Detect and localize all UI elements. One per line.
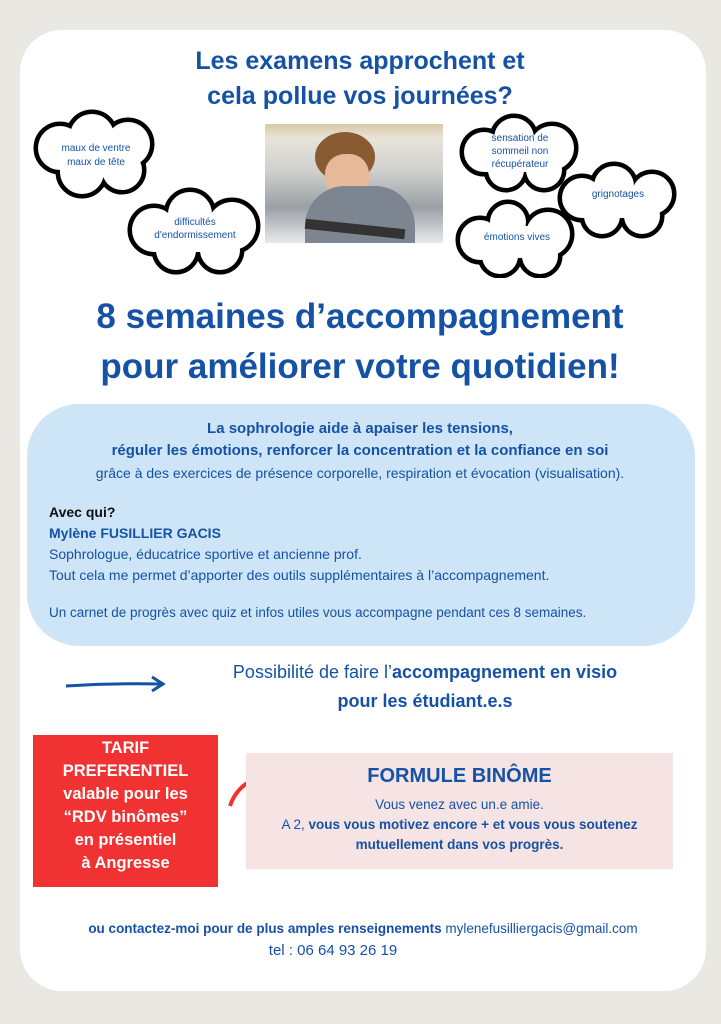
cloud-text: sensation de	[491, 133, 549, 144]
cloud-text: maux de tête	[67, 157, 125, 168]
info-bold-1: La sophrologie aide à apaiser les tensions,	[207, 420, 513, 437]
arrow-right-icon	[64, 674, 168, 694]
binome-prefix: A 2,	[281, 817, 309, 832]
info-line-3: grâce à des exercices de présence corporelle, respiration et évocation (visualisation).	[95, 465, 625, 481]
binome-bold: vous vous motivez encore + et vous vous soutenez	[308, 817, 638, 832]
headline	[30, 292, 690, 392]
binome-box	[246, 753, 673, 869]
headline-line-1: 8 semaines d’accompagnement	[96, 297, 624, 336]
visio-line-2: pour les étudiant.e.s	[337, 691, 513, 711]
cloud-text: sommeil non	[491, 146, 549, 157]
info-intro	[30, 418, 690, 462]
carnet-text: Un carnet de progrès avec quiz et infos utiles vous accompagne pendant ces 8 semaines.	[49, 605, 587, 620]
cloud-endormissement	[124, 186, 266, 276]
who-role: Sophrologue, éducatrice sportive et ancienne prof.	[49, 546, 362, 562]
tarif-line: PREFERENTIEL	[62, 762, 189, 780]
headline-line-2: pour améliorer votre quotidien!	[100, 347, 620, 386]
cloud-text: récupérateur	[491, 159, 549, 170]
student-photo	[265, 124, 443, 243]
header-title	[60, 44, 660, 114]
cloud-text: difficultés	[174, 217, 216, 228]
binome-line-1: Vous venez avec un.e amie.	[375, 797, 544, 812]
who-name: Mylène FUSILLIER GACIS	[49, 525, 221, 541]
contact	[30, 919, 696, 961]
tarif-box	[33, 735, 218, 887]
cloud-text: maux de ventre	[61, 143, 131, 154]
header-line-2: cela pollue vos journées?	[207, 82, 513, 110]
cloud-text: grignotages	[591, 189, 645, 200]
visio-bold: accompagnement en visio	[392, 662, 618, 682]
binome-title: FORMULE BINÔME	[367, 765, 552, 787]
contact-email[interactable]: mylenefusilliergacis@gmail.com	[445, 921, 638, 936]
tarif-line: “RDV binômes”	[63, 808, 188, 826]
cloud-text: d'endormissement	[154, 230, 236, 241]
tarif-line: TARIF	[101, 739, 150, 757]
who-label: Avec qui?	[49, 504, 116, 520]
binome-line-3: mutuellement dans vos progrès.	[355, 837, 564, 852]
visio-prefix: Possibilité de faire l’	[232, 662, 392, 682]
info-bold-2: réguler les émotions, renforcer la concentration et la confiance en soi	[111, 442, 609, 459]
visio-text	[180, 658, 670, 716]
contact-phone[interactable]: tel : 06 64 93 26 19	[268, 942, 398, 959]
who-desc: Tout cela me permet d’apporter des outils supplémentaires à l’accompagnement.	[49, 567, 550, 583]
info-who	[49, 502, 689, 623]
cloud-text: émotions vives	[483, 232, 551, 243]
tarif-line: en présentiel	[74, 831, 177, 849]
tarif-line: valable pour les	[63, 785, 188, 803]
header-line-1: Les examens approchent et	[195, 47, 525, 75]
cloud-emotions	[452, 198, 582, 278]
contact-label: ou contactez-moi pour de plus amples renseignements	[88, 921, 442, 936]
tarif-line: à Angresse	[81, 854, 170, 872]
